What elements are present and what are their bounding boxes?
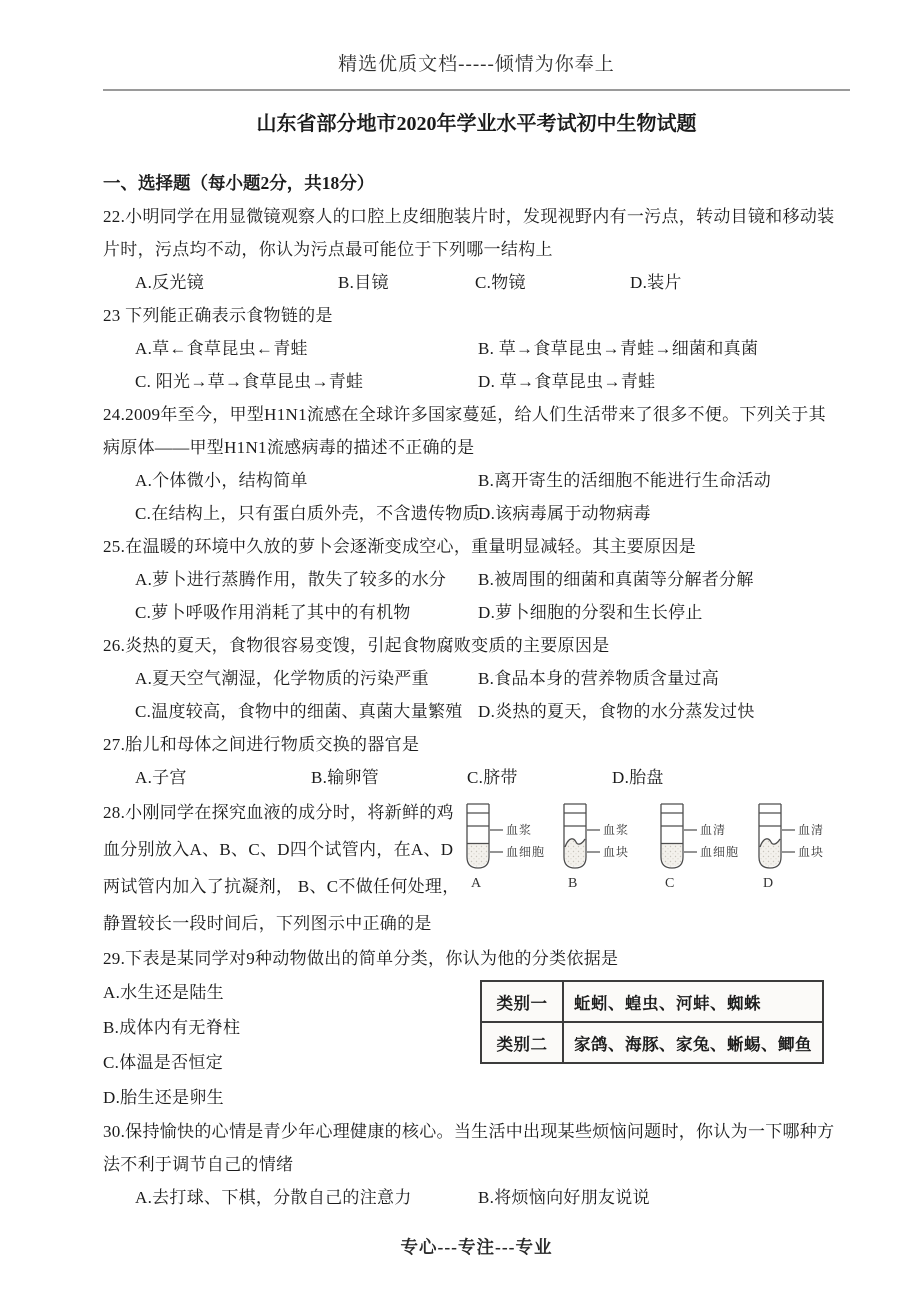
tube-d-top-label: 血清 [798,823,825,837]
question-26-options-row-1 [103,662,850,695]
question-29-body [103,975,850,1115]
option-c: C.温度较高，食物中的细菌、真菌大量繁殖 [135,702,463,721]
category-1-animals: 蚯蚓、蝗虫、河蚌、蜘蛛 [563,981,823,1022]
question-27-stem: 27.胎儿和母体之间进行物质交换的器官是 [103,735,420,754]
tube-b-top-label: 血浆 [603,823,630,837]
option-b: B.输卵管 [311,768,380,787]
footer-text: 专心---专注---专业 [400,1237,553,1257]
header-text: 精选优质文档-----倾情为你奉上 [338,54,615,75]
option-c: C.脐带 [467,768,518,787]
question-30-line-2: 法不利于调节自己的情绪 [103,1155,294,1174]
test-tube-d [759,804,824,891]
option-d: D.胎盘 [612,768,664,787]
option-a: A.萝卜进行蒸腾作用，散失了较多的水分 [135,570,447,589]
question-23-options-row-2 [103,365,850,398]
tube-c-letter: C [665,876,675,891]
test-tube-b [564,804,629,891]
table-row [481,981,823,1022]
option-c: C.在结构上，只有蛋白质外壳，不含遗传物质 [135,504,480,523]
question-28-line-2: 血分别放入A、B、C、D四个试管内，在A、D [103,840,454,859]
option-a: A.反光镜 [135,273,205,292]
option-d: D. 草→食草昆虫→青蛙 [478,372,656,391]
question-26-options-row-2 [103,695,850,728]
tube-b-letter: B [568,876,578,891]
option-a: A.水生还是陆生 [103,983,224,1002]
question-25-options-row-2 [103,596,850,629]
test-tube-c [661,804,739,891]
page-title: 山东省部分地市2020年学业水平考试初中生物试题 [256,113,697,135]
question-29-options [103,975,463,1115]
tube-a-bottom-label: 血细胞 [506,845,546,859]
question-28-line-4: 静置较长一段时间后，下列图示中正确的是 [103,914,432,933]
question-22-line-2: 片时，污点均不动，你认为污点最可能位于下列哪一结构上 [103,240,553,259]
question-28 [103,794,850,942]
question-23-options-row-1 [103,332,850,365]
question-28-text [103,794,460,942]
table-row [481,1022,823,1063]
question-30-line-1: 30.保持愉快的心情是青少年心理健康的核心。当生活中出现某些烦恼问题时，你认为一下哪种方 [103,1122,835,1141]
question-28-line-3: 两试管内加入了抗凝剂， B、C不做任何处理， [103,877,460,896]
question-25-stem: 25.在温暖的环境中久放的萝卜会逐渐变成空心，重量明显减轻。其主要原因是 [103,537,697,556]
question-24-line-2: 病原体——甲型H1N1流感病毒的描述不正确的是 [103,438,475,457]
option-a: A.夏天空气潮湿，化学物质的污染严重 [135,669,429,688]
header-divider [103,89,850,91]
question-24-line-1: 24.2009年至今，甲型H1N1流感在全球许多国家蔓延，给人们生活带来了很多不便。下列关于其 [103,405,826,424]
question-24-options-row-2 [103,497,850,530]
option-b: B.将烦恼向好朋友说说 [478,1188,650,1207]
tube-b-bottom-label: 血块 [603,845,630,859]
category-2-animals: 家鸽、海豚、家兔、蜥蜴、鲫鱼 [563,1022,823,1063]
question-24-options-row-1 [103,464,850,497]
category-2-label: 类别二 [481,1022,563,1063]
question-22-options [103,266,850,299]
option-a: A.子宫 [135,768,187,787]
option-a: A.去打球、下棋，分散自己的注意力 [135,1188,412,1207]
option-d: D.炎热的夏天，食物的水分蒸发过快 [478,702,755,721]
option-b: B. 草→食草昆虫→青蛙→细菌和真菌 [478,339,759,358]
tube-d-letter: D [763,876,774,891]
question-30-options [103,1181,850,1214]
option-a: A.草←食草昆虫←青蛙 [135,339,308,358]
section-heading: 一、选择题（每小题2分，共18分） [103,173,375,193]
question-24 [103,398,850,530]
question-25 [103,530,850,629]
option-c: C.萝卜呼吸作用消耗了其中的有机物 [135,603,411,622]
option-c: C.物镜 [475,273,526,292]
test-tubes-diagram [455,798,827,898]
blood-tubes-figure [455,794,827,903]
tube-c-bottom-label: 血细胞 [700,845,740,859]
tube-c-top-label: 血清 [700,823,727,837]
question-26 [103,629,850,728]
option-d: D.胎生还是卵生 [103,1088,224,1107]
tube-d-bottom-label: 血块 [798,845,825,859]
test-tube-a [467,804,545,891]
question-29-stem: 29.下表是某同学对9种动物做出的简单分类，你认为他的分类依据是 [103,949,619,968]
question-30 [103,1115,850,1214]
option-d: D.萝卜细胞的分裂和生长停止 [478,603,703,622]
tube-a-top-label: 血浆 [506,823,533,837]
question-27 [103,728,850,794]
question-22 [103,200,850,299]
category-1-label: 类别一 [481,981,563,1022]
option-b: B.食品本身的营养物质含量过高 [478,669,720,688]
option-b: B.成体内有无脊柱 [103,1018,241,1037]
option-d: D.该病毒属于动物病毒 [478,504,651,523]
option-b: B.离开寄生的活细胞不能进行生命活动 [478,471,771,490]
question-22-line-1: 22.小明同学在用显微镜观察人的口腔上皮细胞装片时，发现视野内有一污点，转动目镜和移动装 [103,207,835,226]
question-29 [103,942,850,1115]
question-25-options-row-1 [103,563,850,596]
animal-classification-table [480,980,824,1064]
option-b: B.目镜 [338,273,389,292]
question-26-stem: 26.炎热的夏天，食物很容易变馊，引起食物腐败变质的主要原因是 [103,636,610,655]
question-23-stem: 23 下列能正确表示食物链的是 [103,306,333,325]
option-c: C.体温是否恒定 [103,1053,223,1072]
tube-a-letter: A [471,876,482,891]
option-d: D.装片 [630,273,682,292]
question-28-line-1: 28.小刚同学在探究血液的成分时，将新鲜的鸡 [103,803,454,822]
option-a: A.个体微小，结构简单 [135,471,308,490]
question-27-options [103,761,850,794]
question-23 [103,299,850,398]
option-b: B.被周围的细菌和真菌等分解者分解 [478,570,754,589]
option-c: C. 阳光→草→食草昆虫→青蛙 [135,372,364,391]
